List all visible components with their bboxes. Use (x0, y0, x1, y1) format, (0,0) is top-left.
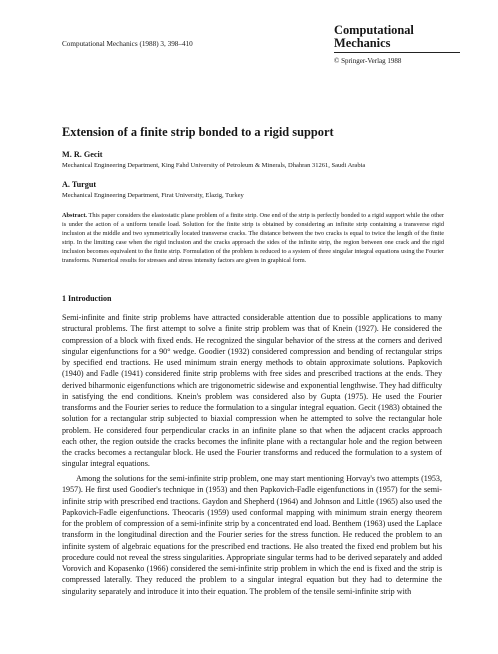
journal-citation: Computational Mechanics (1988) 3, 398–410 (62, 40, 193, 48)
copyright-notice: © Springer-Verlag 1988 (334, 57, 402, 66)
abstract-text: This paper considers the elastostatic plane problem of a finite strip. One end of the strip is perfectly bonded to a rigid support while the other is under the action of a uniform tensile load. Solution for the finite strip is obtained by considering an infinite strip containing a transverse rigid inclusion at the middle and two symmetrically located transverse cracks. The distance between the two cracks is equal to twice the length of the finite strip. In the limiting case when the rigid inclusion and the cracks approach the sides of the infinite strip, the region between one crack and the rigid inclusion becomes equivalent to the finite strip. Formulation of the problem is reduced to a system of three singular integral equations using the Fourier transforms. Numerical results for stresses and stress intensity factors are given in graphical form. (62, 212, 444, 264)
abstract-label: Abstract. (62, 212, 88, 219)
author-name-1: M. R. Gecit (62, 150, 103, 159)
journal-masthead (320, 24, 460, 65)
author-affiliation-2: Mechanical Engineering Department, Firat University, Elazig, Turkey (62, 192, 244, 199)
intro-paragraph-2: Among the solutions for the semi-infinite strip problem, one may start mentioning Horvay's two attempts (1953, 1957). He first used Goodier's technique in (1953) and then Papkovich-Fadle eigenfunctions in (1957) for the semi-infinite strip with prescribed end tractions. Gaydon and Shepherd (1964) and Johnson and Little (1965) also used the Papkovich-Fadle eigenfunctions. Theocaris (1959) used conformal mapping with minimum strain energy theorem for the problem of compression of a semi-infinite strip by a concentrated end load. Benthem (1963) used the Laplace transform in the longitudinal direction and the Fourier series for the stress function. He reduced the problem to an infinite system of algebraic equations for the prescribed end tractions. He also treated the fixed end problem but his procedure could not reveal the stress singularities. Appropriate singular terms had to be derived separately and added Vorovich and Kopasenko (1966) considered the semi-infinite strip problem in which the end is fixed and the strip is compressed laterally. They reduced the problem to a singular integral equation but they had to determine the singularity separately and introduce it into their equation. The problem of the tensile semi-infinite strip with (62, 474, 442, 596)
section-heading-introduction: 1 Introduction (62, 294, 112, 303)
journal-name-line2: Mechanics (334, 35, 391, 50)
abstract (62, 212, 444, 265)
intro-paragraph-1: Semi-infinite and finite strip problems have attracted considerable attention due to possible applications to many structural problems. The first attempt to solve a finite strip problem was that of Knein (1927). He considered the compression of a block with fixed ends. He recognized the singular behavior of the stress at the corners and derived singular eigenfunctions for a 90° wedge. Goodier (1932) considered compression and bending of rectangular strips by specified end tractions. He used minimum strain energy methods to obtain approximate solutions. Papkovich (1940) and Fadle (1941) considered finite strip problems with free sides and prescribed tractions at the ends. They derived biharmonic eigenfunctions which are trigonometric sidewise and exponential lengthwise. They had difficulty in satisfying the end conditions. Knein's problem was considered also by Gupta (1975). He used the Fourier transforms and the Fourier series to reduce the formulation to a singular integral equation. Gecit (1983) obtained the solution for a rectangular strip subjected to biaxial compression when he attempted to solve the rectangular hole problem. He considered four perpendicular cracks in an infinite plane so that when the adjacent cracks approach each other, the region outside the cracks becomes the infinite plane with a rectangular hole and the region between the cracks becomes a rectangular block. He used the Fourier transforms and reduced the formulation to a system of singular integral equations. (62, 313, 442, 469)
masthead-divider (334, 52, 460, 53)
article-title: Extension of a finite strip bonded to a rigid support (62, 125, 334, 139)
journal-name-line1: Computational (334, 23, 414, 37)
journal-name (320, 24, 460, 52)
author-name-2: A. Turgut (62, 180, 97, 189)
author-affiliation-1: Mechanical Engineering Department, King Fahd University of Petroleum & Minerals, Dhahran 31261, Saudi Arabia (62, 162, 366, 169)
